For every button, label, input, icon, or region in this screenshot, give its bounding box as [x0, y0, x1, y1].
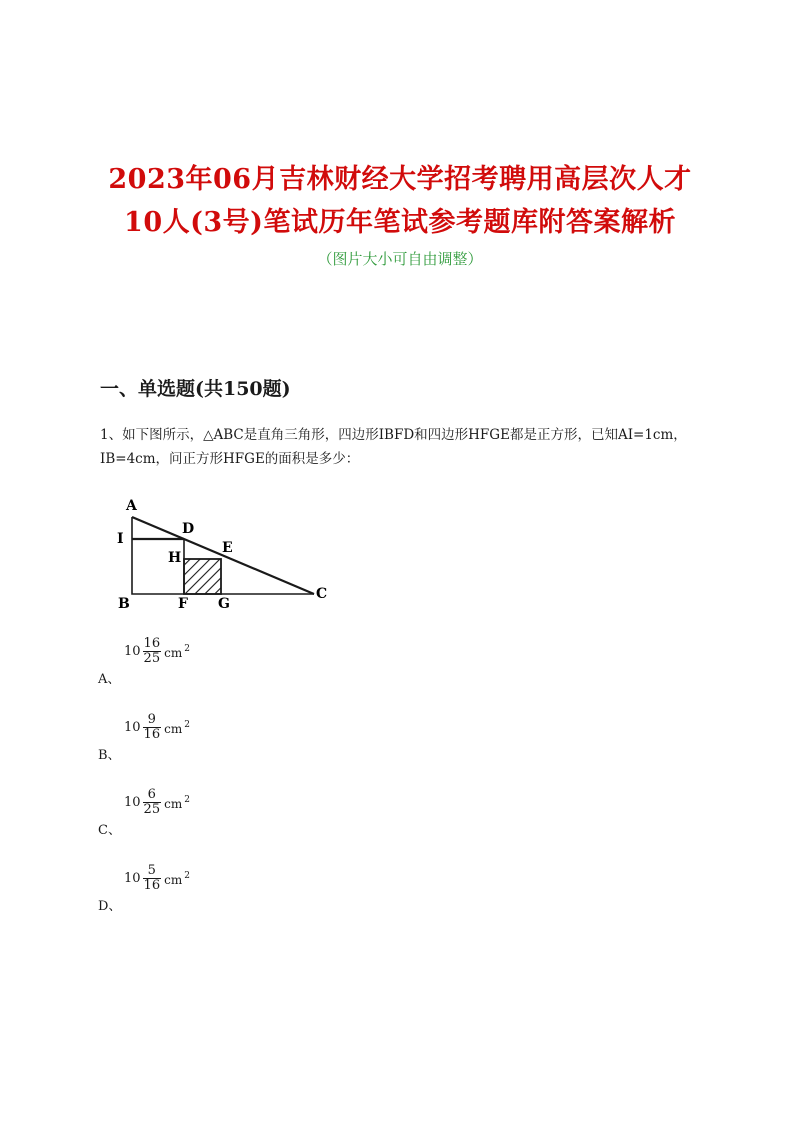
numerator: 6	[147, 787, 156, 802]
option-a-value	[124, 637, 190, 666]
unit-text: cm	[164, 721, 183, 736]
option-b-value	[124, 713, 190, 742]
option-b[interactable]	[98, 713, 298, 763]
label-b: B	[118, 596, 130, 610]
unit-text: cm	[164, 645, 183, 660]
label-f: F	[178, 596, 188, 610]
option-a-label: A、	[98, 672, 121, 687]
exponent: 2	[184, 870, 190, 881]
fraction	[143, 713, 162, 742]
option-a[interactable]	[98, 637, 298, 687]
whole-number: 10	[124, 871, 141, 886]
label-g: G	[218, 596, 230, 610]
option-d-label: D、	[98, 899, 122, 914]
unit-text: cm	[164, 872, 183, 887]
square-hfge	[184, 559, 221, 594]
denominator: 25	[143, 802, 161, 817]
option-d-value	[124, 864, 190, 893]
label-a: A	[126, 498, 137, 514]
section-heading: 一、单选题(共150题)	[100, 378, 291, 400]
exponent: 2	[184, 643, 190, 654]
option-d[interactable]	[98, 864, 298, 914]
label-h: H	[168, 550, 182, 566]
question-text: 1、如下图所示，△ABC是直角三角形，四边形IBFD和四边形HFGE都是正方形，已知AI=1cm，IB=4cm，问正方形HFGE的面积是多少：	[100, 427, 687, 467]
denominator: 25	[143, 651, 161, 666]
unit	[164, 795, 190, 811]
option-c[interactable]	[98, 788, 298, 838]
label-d: D	[182, 521, 195, 537]
document-title-line-2: 10人(3号)笔试历年笔试参考题库附答案解析	[124, 207, 676, 238]
unit	[164, 720, 190, 736]
label-c: C	[316, 586, 328, 602]
option-c-value	[124, 788, 190, 817]
numerator: 5	[147, 863, 156, 878]
document-title-line-1: 2023年06月吉林财经大学招考聘用高层次人才	[108, 164, 692, 195]
label-e: E	[222, 540, 233, 556]
fraction	[143, 788, 162, 817]
whole-number: 10	[124, 795, 141, 810]
fraction	[143, 637, 162, 666]
option-b-label: B、	[98, 748, 121, 763]
exponent: 2	[184, 719, 190, 730]
label-i: I	[117, 531, 124, 547]
denominator: 16	[143, 878, 161, 893]
triangle-figure	[108, 492, 338, 614]
option-c-label: C、	[98, 823, 121, 838]
fraction	[143, 864, 162, 893]
numerator: 9	[147, 712, 156, 727]
whole-number: 10	[124, 644, 141, 659]
image-resize-note: （图片大小可自由调整）	[317, 250, 483, 268]
denominator: 16	[143, 727, 161, 742]
numerator: 16	[143, 636, 161, 651]
unit	[164, 871, 190, 887]
unit	[164, 644, 190, 660]
unit-text: cm	[164, 796, 183, 811]
exponent: 2	[184, 794, 190, 805]
whole-number: 10	[124, 720, 141, 735]
